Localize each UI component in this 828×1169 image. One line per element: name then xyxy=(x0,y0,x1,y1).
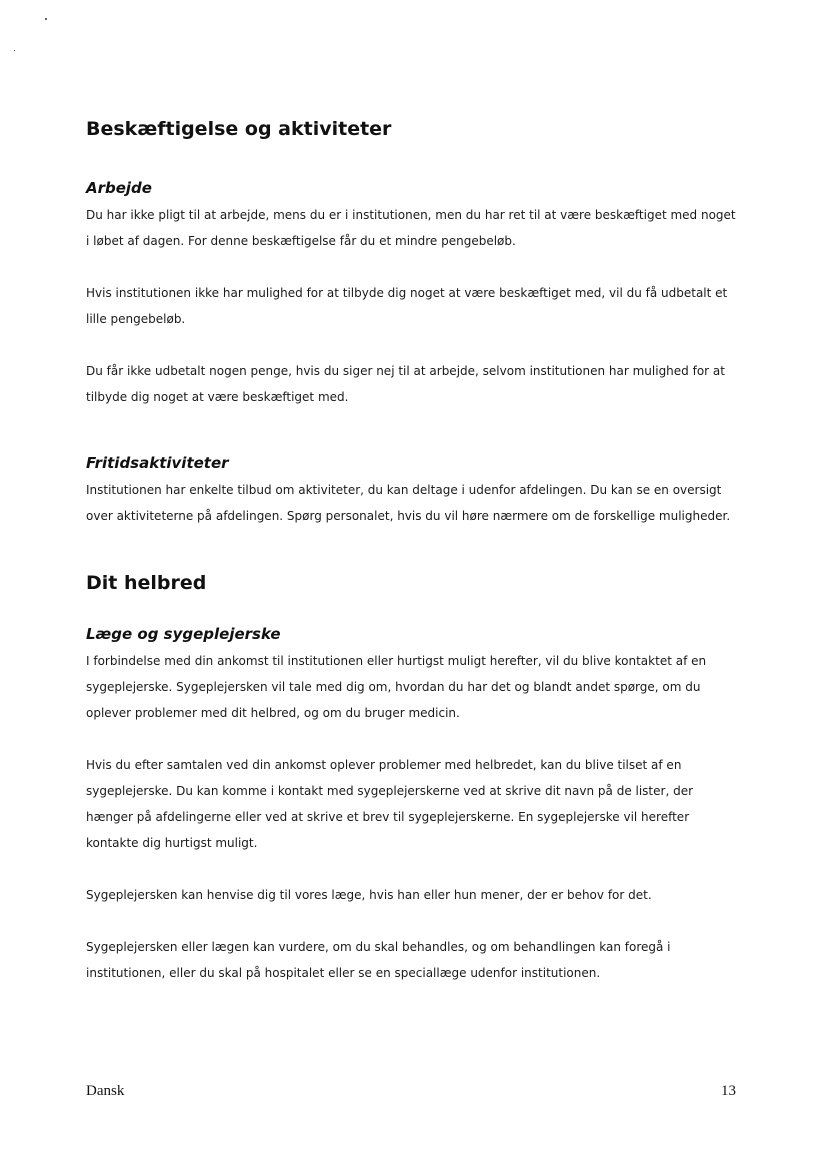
paragraph: Institutionen har enkelte tilbud om aktiviteter, du kan deltage i udenfor afdelingen. Du kan se en oversigt over aktiviteterne på afdelingen. Spørg personalet, hvis du vil høre nærmere om de forskellige muligheder. xyxy=(86,483,731,523)
footer-language: Dansk xyxy=(86,1083,125,1099)
paragraph: Du får ikke udbetalt nogen penge, hvis du siger nej til at arbejde, selvom institutionen har mulighed for at tilbyde dig noget at være beskæftiget med. xyxy=(86,364,725,404)
paragraph: Hvis institutionen ikke har mulighed for at tilbyde dig noget at være beskæftiget med, vil du få udbetalt et lille pengebeløb. xyxy=(86,286,728,326)
scan-speck xyxy=(14,50,15,51)
subheading-work: Arbejde xyxy=(86,179,152,197)
paragraph: Du har ikke pligt til at arbejde, mens du er i institutionen, men du har ret til at være beskæftiget med noget i løbet af dagen. For denne beskæftigelse får du et mindre pengebeløb. xyxy=(86,208,736,248)
document-body xyxy=(86,118,736,986)
page-number: 13 xyxy=(721,1083,736,1099)
paragraph: Sygeplejersken kan henvise dig til vores læge, hvis han eller hun mener, der er behov for det. xyxy=(86,888,652,902)
subheading-doctor: Læge og sygeplejerske xyxy=(86,625,281,643)
subheading-leisure: Fritidsaktiviteter xyxy=(86,454,229,472)
scan-speck xyxy=(45,18,47,20)
paragraph: Hvis du efter samtalen ved din ankomst oplever problemer med helbredet, kan du blive tilset af en sygeplejerske. Du kan komme i kontakt med sygeplejerskerne ved at skrive dit navn på de lister, der hænger på afdelingerne eller ved at skrive et brev til sygeplejerskerne. En sygeplejerske vil herefter kontakte dig hurtigst muligt. xyxy=(86,758,694,850)
paragraph: I forbindelse med din ankomst til institutionen eller hurtigst muligt herefter, vil du blive kontaktet af en sygeplejerske. Sygeplejersken vil tale med dig om, hvordan du har det og blandt andet spørge, om du oplever problemer med dit helbred, og om du bruger medicin. xyxy=(86,654,707,720)
section-heading-health: Dit helbred xyxy=(86,572,207,594)
paragraph: Sygeplejersken eller lægen kan vurdere, om du skal behandles, og om behandlingen kan foregå i institutionen, eller du skal på hospitalet eller se en speciallæge udenfor institutionen. xyxy=(86,940,671,980)
section-heading-employment: Beskæftigelse og aktiviteter xyxy=(86,118,392,140)
